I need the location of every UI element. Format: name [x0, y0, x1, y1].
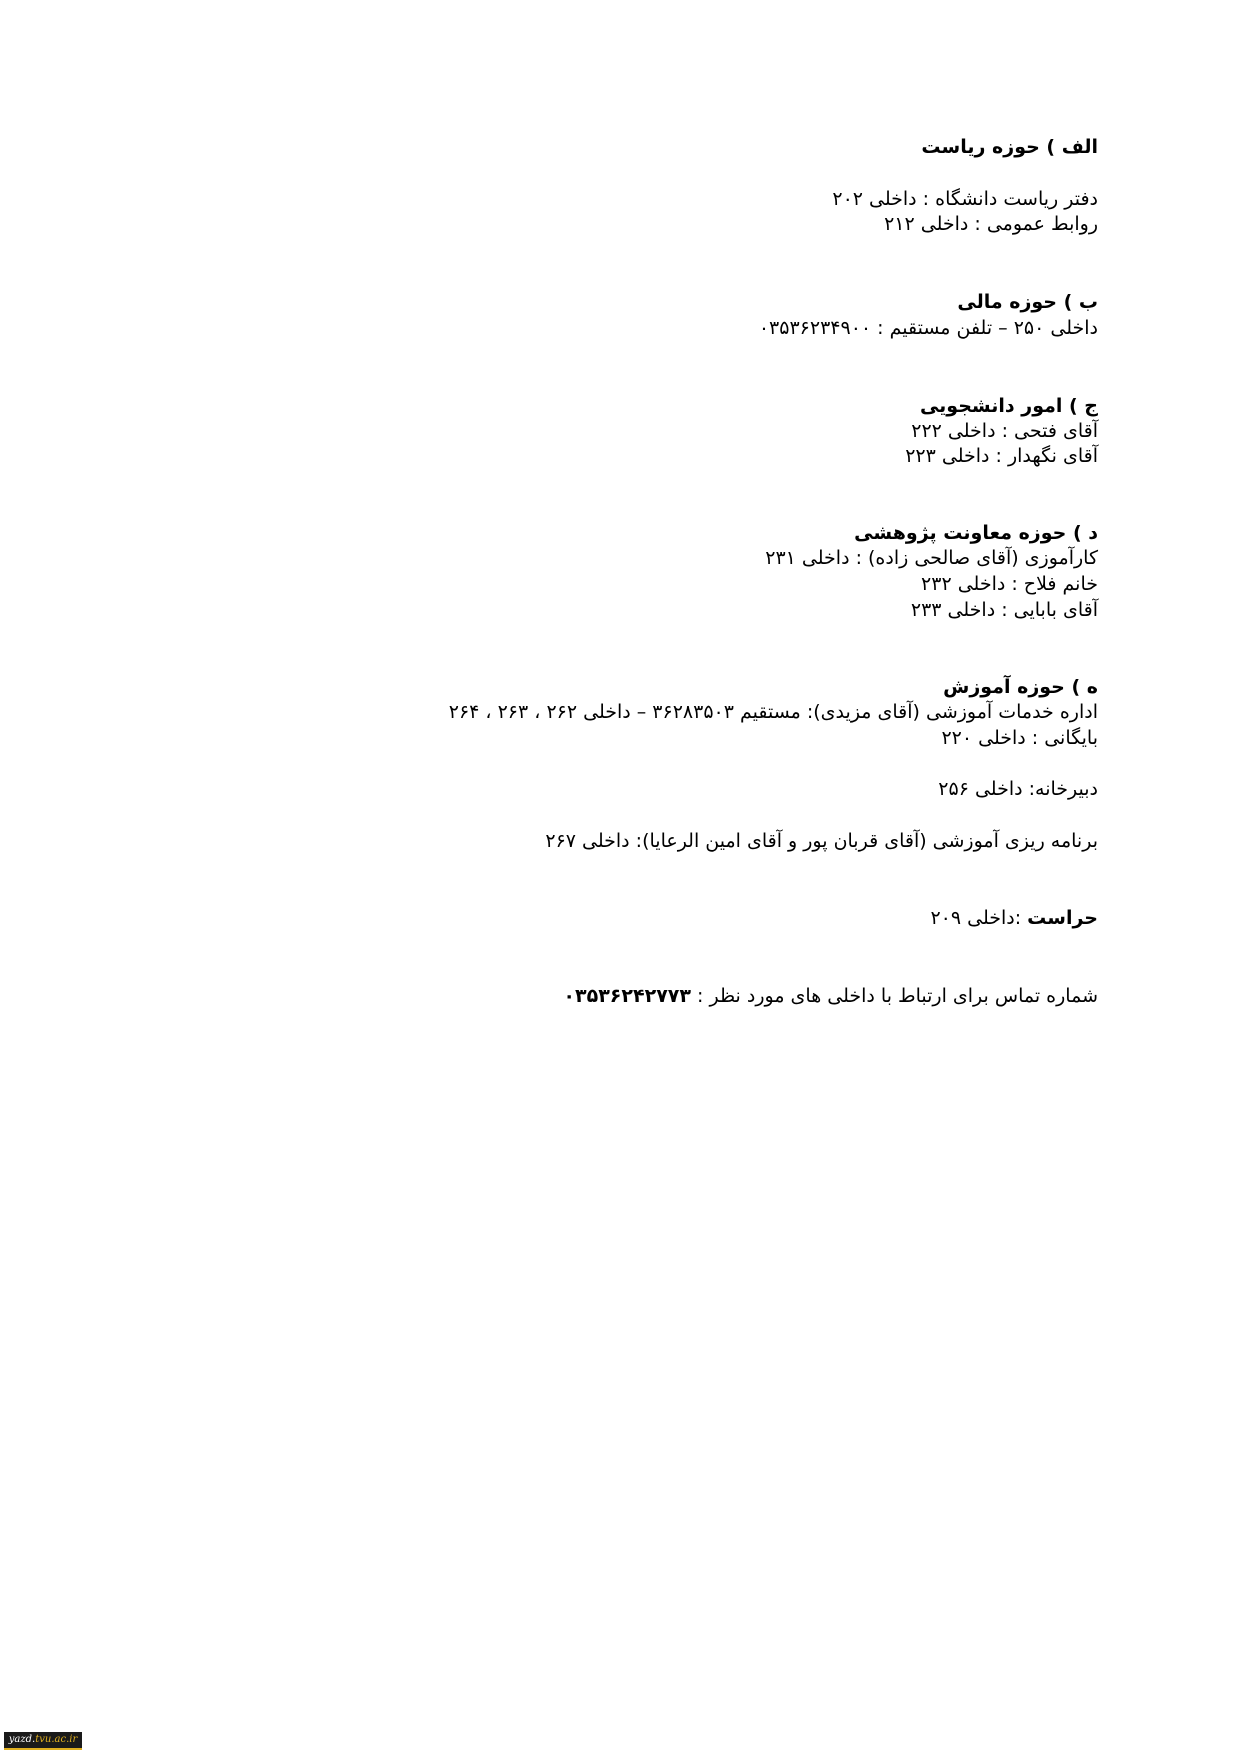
security-line — [930, 906, 1098, 930]
research-line: خانم فلاح : داخلی ۲۳۲ — [921, 573, 1098, 595]
education-line: بایگانی : داخلی ۲۲۰ — [941, 727, 1098, 749]
watermark-prefix: yazd. — [8, 1734, 36, 1745]
contact-line — [563, 984, 1098, 1008]
finance-line: داخلی ۲۵۰ – تلفن مستقیم : ۰۳۵۳۶۲۳۴۹۰۰ — [758, 317, 1098, 339]
education-line: اداره خدمات آموزشی (آقای مزیدی): مستقیم ۳۶۲۸۳۵۰۳ – داخلی ۲۶۲ ، ۲۶۳ ، ۲۶۴ — [448, 701, 1098, 723]
watermark-domain: tvu.ac.ir — [35, 1734, 78, 1745]
section-heading-student-affairs: ج ) امور دانشجویی — [919, 395, 1098, 417]
education-line: دبیرخانه: داخلی ۲۵۶ — [938, 778, 1098, 800]
site-watermark — [4, 1732, 82, 1750]
section-heading-finance: ب ) حوزه مالی — [957, 291, 1098, 313]
section-heading-education: ه ) حوزه آموزش — [943, 676, 1098, 698]
education-line: برنامه ریزی آموزشی (آقای قربان پور و آقای امین الرعایا): داخلی ۲۶۷ — [545, 830, 1098, 852]
research-line: کارآموزی (آقای صالحی زاده) : داخلی ۲۳۱ — [765, 547, 1098, 569]
student-affairs-line: آقای فتحی : داخلی ۲۲۲ — [911, 420, 1098, 442]
research-line: آقای بابایی : داخلی ۲۳۳ — [910, 599, 1098, 621]
security-value: :داخلی ۲۰۹ — [930, 907, 1022, 929]
student-affairs-line: آقای نگهدار : داخلی ۲۲۳ — [905, 445, 1098, 467]
contact-number: ۰۳۵۳۶۲۴۲۷۷۳ — [563, 985, 691, 1007]
presidency-line: دفتر ریاست دانشگاه : داخلی ۲۰۲ — [832, 188, 1098, 210]
contact-label: شماره تماس برای ارتباط با داخلی های مورد نظر : — [691, 985, 1098, 1007]
section-heading-presidency: الف ) حوزه ریاست — [921, 136, 1098, 158]
section-heading-research: د ) حوزه معاونت پژوهشی — [854, 522, 1098, 544]
security-label: حراست — [1027, 907, 1098, 929]
presidency-line: روابط عمومی : داخلی ۲۱۲ — [884, 213, 1098, 235]
